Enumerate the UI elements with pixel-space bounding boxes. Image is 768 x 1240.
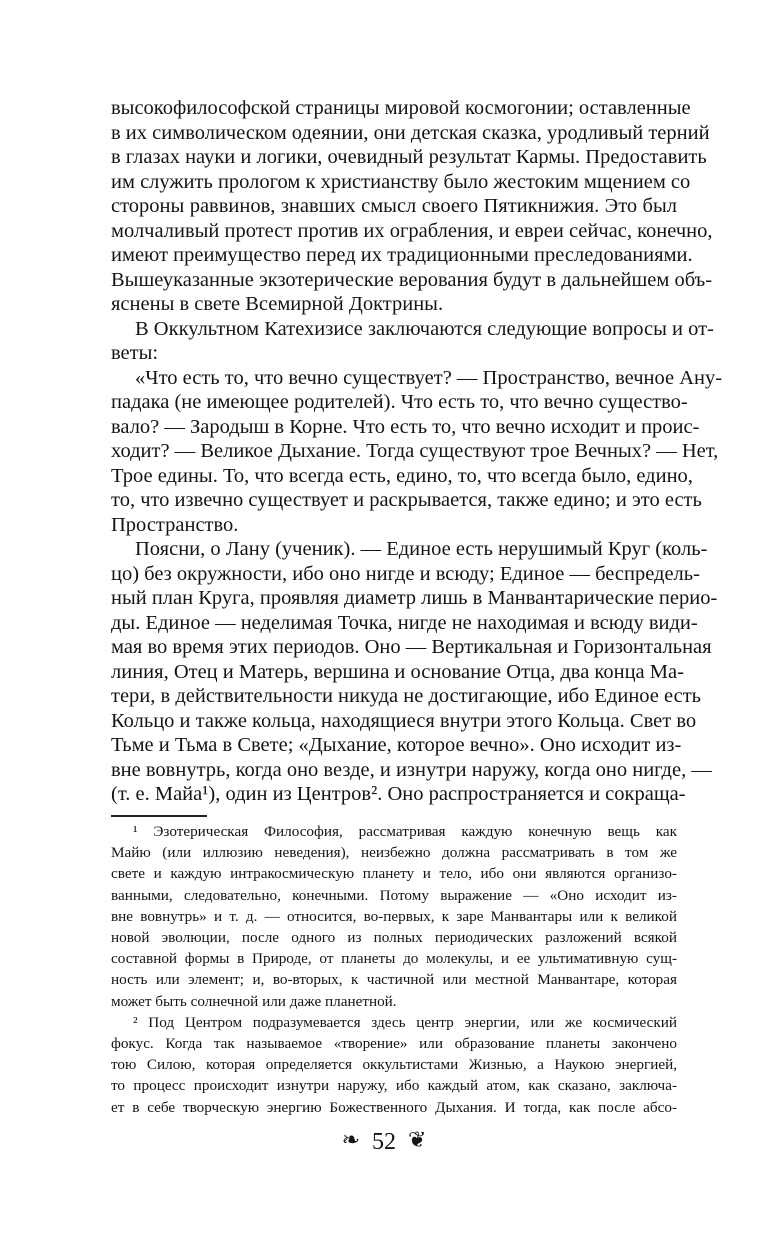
text-line: «Что есть то, что вечно существует? — Пространство, вечное Ану- xyxy=(135,366,723,389)
text-line: молчаливый протест против их ограбления, и евреи сейчас, конечно, xyxy=(111,219,713,242)
footnote-line: тою Силою, которая определяется оккультистами Жизнью, а Наукою энергией, xyxy=(111,1056,677,1074)
footnote-line: свете и каждую интракосмическую планету и тело, ибо они являются организо- xyxy=(111,865,677,883)
footnote-line: ванными, следовательно, конечными. Потому выражение — «Оно исходит из- xyxy=(111,886,677,904)
footnote-line: новой эволюции, после одного из полных периодических разложений всякой xyxy=(111,929,677,947)
text-line: Тьме и Тьма в Свете; «Дыхание, которое вечно». Оно исходит из- xyxy=(111,734,682,756)
footnote-line: ² Под Центром подразумевается здесь центр энергии, или же космический xyxy=(133,1013,677,1031)
text-line: ды. Единое — неделимая Точка, нигде не находимая и всюду види- xyxy=(111,611,698,634)
text-line: цо) без окружности, ибо оно нигде и всюду; Единое — беспредель- xyxy=(111,562,700,585)
text-line: Поясни, о Лану (ученик). — Единое есть нерушимый Круг (коль- xyxy=(135,538,708,560)
text-line: падака (не имеющее родителей). Что есть то, что вечно существо- xyxy=(111,391,688,413)
footnotes xyxy=(111,821,677,1118)
text-line: вне вовнутрь, когда оно везде, и изнутри наружу, когда оно нигде, — xyxy=(111,758,712,781)
text-line: тери, в действительности никуда не достигающие, ибо Единое есть xyxy=(111,685,702,707)
footnote-line: фокус. Когда так называемое «творение» или образование планеты закончено xyxy=(111,1035,677,1053)
footnote-line: ность или элемент; и, во-вторых, к частичной или местной Манвантаре, которая xyxy=(111,971,677,989)
page-footer xyxy=(0,1128,768,1156)
text-line: ходит? — Великое Дыхание. Тогда существуют трое Вечных? — Нет, xyxy=(111,440,719,462)
text-line: яснены в свете Всемирной Доктрины. xyxy=(111,293,444,315)
footnote-line: Майю (или иллюзию неведения), неизбежно должна рассматривать в том же xyxy=(111,844,677,862)
text-line: им служить прологом к христианству было жестоким мщением со xyxy=(111,170,691,193)
footnote-line: составной формы в Природе, от планеты до молекулы, и ее ультимативную сущ- xyxy=(111,950,677,968)
page-number: 52 xyxy=(372,1129,396,1155)
text-line: (т. е. Майа¹), один из Центров². Оно распространяется и сокраща- xyxy=(111,783,686,805)
footnote-line: ¹ Эзотерическая Философия, рассматривая каждую конечную вещь как xyxy=(133,823,677,840)
right-ornament-icon: ❦ xyxy=(408,1128,427,1153)
text-line: вало? — Зародыш в Корне. Что есть то, что вечно исходит и проис- xyxy=(111,415,700,438)
text-line: ный план Круга, проявляя диаметр лишь в Манвантарические перио- xyxy=(111,587,718,609)
text-line: Вышеуказанные экзотерические верования будут в дальнейшем объ- xyxy=(111,268,713,291)
text-line: Трое едины. То, что всегда есть, едино, то, что всегда было, едино, xyxy=(111,464,693,487)
text-line: то, что извечно существует и раскрывается, также едино; и это есть xyxy=(111,489,702,511)
text-line: высокофилософской страницы мировой космогонии; оставленные xyxy=(111,97,691,119)
left-ornament-icon: ❧ xyxy=(341,1128,360,1153)
text-line: веты: xyxy=(111,342,159,364)
footnote-line: может быть солнечной или даже планетной. xyxy=(111,992,397,1010)
text-line: имеют преимущество перед их традиционными преследованиями. xyxy=(111,244,693,266)
text-line: в их символическом одеянии, они детская сказка, уродливый терний xyxy=(111,121,710,144)
footnote-line: то процесс происходит изнутри наружу, ибо каждый атом, как сказано, заключа- xyxy=(111,1077,677,1095)
text-line: линия, Отец и Матерь, вершина и основание Отца, два конца Ма- xyxy=(111,660,684,683)
footnote-line: вне вовнутрь» и т. д. — относится, во-первых, к заре Манвантары или к великой xyxy=(111,907,677,925)
text-line: в глазах науки и логики, очевидный результат Кармы. Предоставить xyxy=(111,146,707,168)
text-line: Пространство. xyxy=(111,513,239,536)
main-text xyxy=(111,96,723,807)
footnote-separator xyxy=(111,815,207,817)
footnote-line: ет в себе творческую энергию Божественного Дыхания. И тогда, как после абсо- xyxy=(111,1098,677,1116)
text-line: Кольцо и также кольца, находящиеся внутри этого Кольца. Свет во xyxy=(111,709,697,732)
text-line: мая во время этих периодов. Оно — Вертикальная и Горизонтальная xyxy=(111,636,712,658)
text-line: В Оккультном Катехизисе заключаются следующие вопросы и от- xyxy=(135,317,714,340)
text-line: стороны раввинов, знавших смысл своего Пятикнижия. Это был xyxy=(111,195,677,217)
